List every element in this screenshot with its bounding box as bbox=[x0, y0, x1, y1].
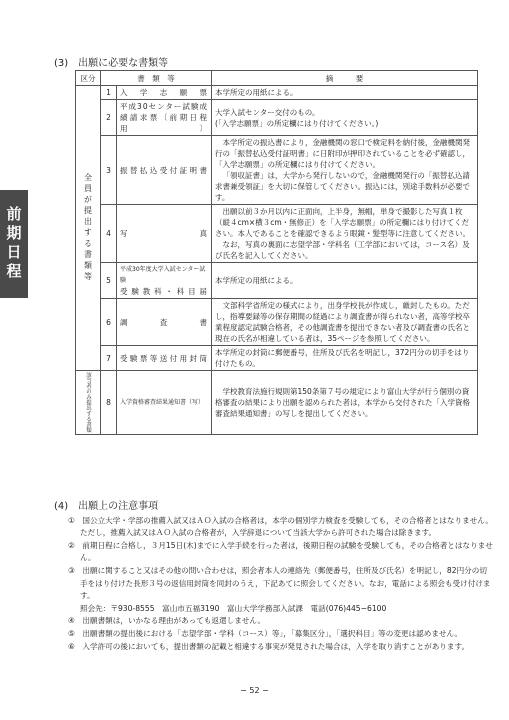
notes-title: (4) 出願上の注意事項 bbox=[54, 501, 159, 512]
note-item: ① 国公立大学・学部の推薦入試又はＡＯ入試の合格者は，本学の個別学力検査を受験しても，その合格者とはなりません。ただし，推薦入試又はＡＯ入試の合格者が，入学辞退について当該大学から許可された場合は除きます。 bbox=[68, 515, 493, 538]
document-name: 入学資格審査結果通知書（写） bbox=[117, 371, 212, 435]
table-header-row bbox=[76, 71, 478, 86]
group-applicable-only: 該当者のみ提出する書類 bbox=[76, 371, 101, 435]
row-number: 7 bbox=[101, 346, 117, 371]
document-name: 入 学 志 願 票 bbox=[117, 86, 212, 100]
document-name: 写 真 bbox=[117, 205, 212, 263]
note-item: ⑤ 出願書類の提出後における「志望学部・学科（コース）等」，「募集区分」，「選択科目」等の変更は認めません。 bbox=[68, 628, 463, 638]
document-desc: 本学所定の用紙による。 bbox=[212, 86, 478, 100]
table-row bbox=[76, 205, 478, 263]
application-notes bbox=[54, 501, 494, 653]
document-name: 振替払込受付証明書 bbox=[117, 136, 212, 205]
section-title: (3) 出願に必要な書類等 bbox=[54, 58, 169, 69]
note-item: ⑥ 入学許可の後においても，提出書類の記載と相違する事実が発見された場合は，入学を取り消すことがあります。 bbox=[68, 641, 470, 651]
document-name: 平成30年度大学入試センター試験 受験教科・科目届 bbox=[117, 263, 212, 299]
document-desc: 学校教育法施行規則第150条第７号の規定により富山大学が行う個別の資格審査の結果により出願を認められた者は，本学から交付された「入学資格審査結果通知書」の写しを提出してください。 bbox=[212, 371, 478, 435]
table-row bbox=[76, 371, 478, 435]
group-all-applicants: 全員が提出する書類等 bbox=[76, 86, 101, 371]
section-side-tab: 前期日程 bbox=[0, 190, 28, 298]
document-desc: 大学入試センター交付のもの。 (「入学志願票」の所定欄にはり付けてください。) bbox=[212, 100, 478, 136]
header-category: 区分 bbox=[76, 71, 101, 86]
row-number: 4 bbox=[101, 205, 117, 263]
table-row bbox=[76, 86, 478, 100]
row-number: 1 bbox=[101, 86, 117, 100]
row-number: 6 bbox=[101, 299, 117, 346]
header-documents: 書 類 等 bbox=[101, 71, 212, 86]
header-notes: 摘 要 bbox=[212, 71, 478, 86]
note-item: ③ 出願に関すること又はその他の問い合わせは，照会者本人の連絡先（郵便番号，住所及び氏名）を明記し，82円分の切手をはり付けた長形３号の返信用封筒を同封のうえ，下記あてに照会してください。なお，電話による照会も受け付けます。 bbox=[68, 565, 491, 601]
note-item: ② 前期日程に合格し，３月15日(木)までに入学手続を行った者は，後期日程の試験を受験しても，その合格者とはなりません。 bbox=[68, 540, 493, 563]
table-row bbox=[76, 346, 478, 371]
document-desc: 文部科学省所定の様式により，出身学校長が作成し，厳封したもの。ただし，指導要録等の保存期間の経過により調査書が得られない者，高等学校卒業程度認定試験合格者，その他調査書を提出できない者及び調査書の氏名と現在の氏名が相違している者は，35ページを参照してください。 bbox=[212, 299, 478, 346]
row-number: 8 bbox=[101, 371, 117, 435]
document-desc: 出願以前３か月以内に正面向，上半身，無帽，単身で撮影した写真１枚（縦４cm×横３cm・無修正）を「入学志願票」の所定欄にはり付けてください。本人であることを確認できるよう眼鏡・髪型等に注意してください。 なお，写真の裏面に志望学部・学科名（工学部においては，コース名）及び氏名を記入してください。 bbox=[212, 205, 478, 263]
row-number: 5 bbox=[101, 263, 117, 299]
row-number: 2 bbox=[101, 100, 117, 136]
row-number: 3 bbox=[101, 136, 117, 205]
document-desc: 本学所定の封筒に郵便番号，住所及び氏名を明記し，372円分の切手をはり付けたもの。 bbox=[212, 346, 478, 371]
page-number: − 52 − bbox=[240, 686, 269, 695]
table-row bbox=[76, 136, 478, 205]
document-name: 調 査 書 bbox=[117, 299, 212, 346]
required-documents-table bbox=[75, 70, 478, 435]
document-desc: 本学所定の振込書により，金融機関の窓口で検定料を納付後，金融機関発行の「振替払込受付証明書」に日附印が押印されていることを必ず確認し，「入学志願票」の所定欄にはり付けてください。 「領収証書」は，大学から発行しないので，金融機関発行の「振替払込請求書兼受領証」を大切に保管してください。振込には，別途手数料が必要です。 bbox=[212, 136, 478, 205]
document-name: 受験票等送付用封筒 bbox=[117, 346, 212, 371]
table-row bbox=[76, 263, 478, 299]
document-name: 平成30センター試験成績請求票〔前期日程用〕 bbox=[117, 100, 212, 136]
table-row bbox=[76, 100, 478, 136]
note-contact: 照会先：〒930-8555 富山市五福3190 富山大学学務部入試課 電話(076)445−6100 bbox=[80, 603, 387, 613]
table-row bbox=[76, 299, 478, 346]
document-desc: 本学所定の用紙による。 bbox=[212, 263, 478, 299]
note-item: ④ 出願書類は，いかなる理由があっても返還しません。 bbox=[68, 616, 266, 626]
